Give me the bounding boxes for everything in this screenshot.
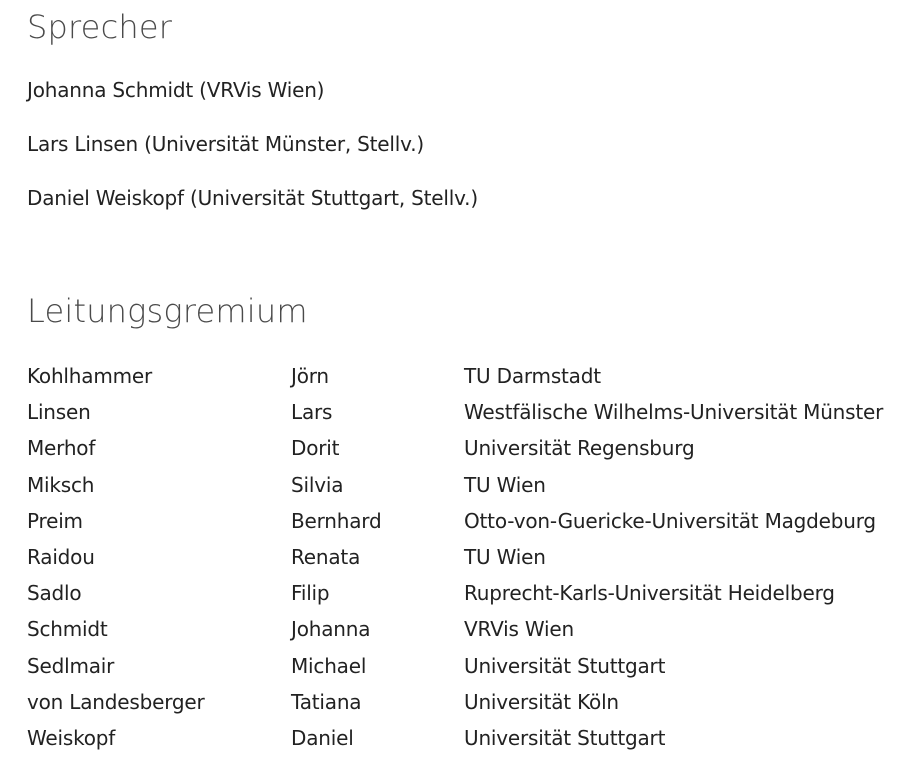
first-name-cell: Daniel	[291, 725, 354, 750]
sprecher-line: Daniel Weiskopf (Universität Stuttgart, Stellv.)	[27, 186, 478, 210]
table-row	[27, 684, 904, 720]
last-name-cell: Miksch	[27, 472, 95, 497]
last-name-cell: Kohlhammer	[27, 364, 153, 389]
institution-cell: TU Darmstadt	[464, 364, 601, 389]
institution-cell: Otto-von-Guericke-Universität Magdeburg	[464, 508, 876, 533]
first-name-cell: Dorit	[291, 436, 340, 461]
institution-cell: Universität Stuttgart	[464, 653, 666, 678]
sprecher-line: Lars Linsen (Universität Münster, Stellv.)	[27, 132, 424, 156]
last-name-cell: Sadlo	[27, 581, 82, 606]
first-name-cell: Bernhard	[291, 508, 382, 533]
sprecher-line: Johanna Schmidt (VRVis Wien)	[27, 78, 325, 102]
last-name-cell: Raidou	[27, 545, 95, 570]
institution-cell: Universität Regensburg	[464, 436, 695, 461]
table-row	[27, 648, 904, 684]
table-row	[27, 720, 904, 756]
last-name-cell: Sedlmair	[27, 653, 115, 678]
first-name-cell: Filip	[291, 581, 330, 606]
table-row	[27, 611, 904, 647]
sprecher-heading: Sprecher	[27, 8, 173, 46]
table-row	[27, 503, 904, 539]
table-row	[27, 467, 904, 503]
institution-cell: Westfälische Wilhelms-Universität Münster	[464, 400, 884, 425]
last-name-cell: Merhof	[27, 436, 96, 461]
institution-cell: Universität Stuttgart	[464, 725, 666, 750]
institution-cell: Universität Köln	[464, 689, 619, 714]
last-name-cell: Linsen	[27, 400, 91, 425]
institution-cell: TU Wien	[464, 545, 546, 570]
table-row	[27, 358, 904, 394]
first-name-cell: Lars	[291, 400, 333, 425]
first-name-cell: Silvia	[291, 472, 344, 497]
table-row	[27, 394, 904, 430]
first-name-cell: Jörn	[291, 364, 329, 389]
first-name-cell: Johanna	[291, 617, 371, 642]
table-row	[27, 430, 904, 466]
last-name-cell: Weiskopf	[27, 725, 116, 750]
last-name-cell: Preim	[27, 508, 83, 533]
first-name-cell: Tatiana	[291, 689, 362, 714]
leitungsgremium-table	[27, 358, 904, 756]
leitungsgremium-heading: Leitungsgremium	[27, 292, 308, 330]
first-name-cell: Renata	[291, 545, 361, 570]
last-name-cell: Schmidt	[27, 617, 108, 642]
institution-cell: TU Wien	[464, 472, 546, 497]
institution-cell: VRVis Wien	[464, 617, 574, 642]
table-row	[27, 539, 904, 575]
last-name-cell: von Landesberger	[27, 689, 205, 714]
table-row	[27, 575, 904, 611]
first-name-cell: Michael	[291, 653, 367, 678]
institution-cell: Ruprecht-Karls-Universität Heidelberg	[464, 581, 835, 606]
